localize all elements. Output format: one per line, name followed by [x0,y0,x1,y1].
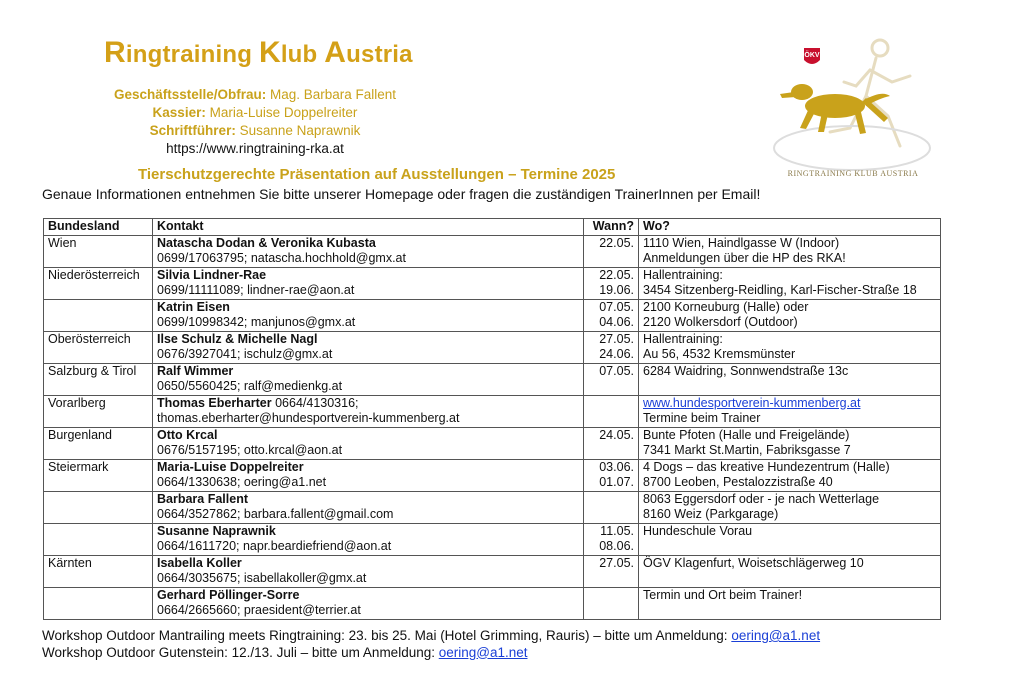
contact-cell [153,491,584,523]
contact-cell [153,587,584,619]
where-cell [639,555,941,587]
contact-name: Isabella Koller [157,555,242,570]
contact-cell [153,459,584,491]
website-url: https://www.ringtraining-rka.at [166,141,344,156]
table-row [44,523,941,555]
date-1: 27.05. [599,331,634,346]
contact-details: 0650/5560425; ralf@medienkg.at [157,379,343,393]
contact-cell [153,267,584,299]
where-cell [639,331,941,363]
date-1: 22.05. [599,235,634,250]
contact-details: 0664/3527862; barbara.fallent@gmail.com [157,507,394,521]
contact-details: 0664/2665660; praesident@terrier.at [157,603,361,617]
contact-name: Katrin Eisen [157,299,230,314]
table-row [44,267,941,299]
contact-cell [153,299,584,331]
club-logo [760,36,940,186]
logo-ring [774,126,930,170]
where-cell [639,267,941,299]
col-header-where: Wo? [639,219,941,236]
contact-details: 0699/17063795; natascha.hochhold@gmx.at [157,251,406,265]
contact-details: 0676/5157195; otto.krcal@aon.at [157,443,343,457]
region-cell: Vorarlberg [44,395,153,427]
where-cell [639,491,941,523]
location-line-2: 2120 Wolkersdorf (Outdoor) [643,315,798,329]
contact-cell [153,363,584,395]
when-cell [584,235,639,267]
officer-label: Geschäftsstelle/Obfrau: [113,87,267,102]
contact-name: Susanne Naprawnik [157,523,276,538]
date-2: 08.06. [599,539,634,553]
where-cell [639,459,941,491]
date-2: 04.06. [599,315,634,329]
location-line-1: Hundeschule Vorau [643,523,753,538]
contact-details: 0664/3035675; isabellakoller@gmx.at [157,571,367,585]
region-cell [44,587,153,619]
contact-name: Ilse Schulz & Michelle Nagl [157,331,318,346]
where-cell [639,523,941,555]
email-link[interactable]: oering@a1.net [731,628,821,643]
org-title: Ringtraining Klub Austria [104,36,413,69]
date-1: 07.05. [599,363,634,378]
schedule-table [43,218,941,620]
schedule-heading: Tierschutzgerechte Präsentation auf Ausstellungen – Termine 2025 [138,166,616,183]
location-line-1: 8063 Eggersdorf oder - je nach Wetterlage [643,491,880,506]
region-cell: Niederösterreich [44,267,153,299]
svg-text:ÖKV: ÖKV [804,52,820,59]
intro-text: Genaue Informationen entnehmen Sie bitte unserer Homepage oder fragen die zuständigen TrainerInnen per Email! [42,186,761,202]
region-cell [44,491,153,523]
region-cell [44,523,153,555]
region-cell: Wien [44,235,153,267]
contact-details: 0699/10998342; manjunos@gmx.at [157,315,356,329]
contact-details: 0676/3927041; ischulz@gmx.at [157,347,333,361]
contact-cell [153,523,584,555]
location-line-1: ÖGV Klagenfurt, Woisetschlägerweg 10 [643,555,864,570]
date-1: 07.05. [599,299,634,314]
table-row [44,587,941,619]
when-cell [584,299,639,331]
table-row [44,235,941,267]
region-cell: Kärnten [44,555,153,587]
contact-name: Barbara Fallent [157,491,249,506]
email-link[interactable]: oering@a1.net [438,644,528,660]
contact-cell [153,331,584,363]
when-cell [584,395,639,427]
where-cell [639,427,941,459]
when-cell [584,555,639,587]
contact-name: Natascha Dodan & Veronika Kubasta [157,235,376,250]
okv-badge-icon [804,48,820,64]
when-cell [584,523,639,555]
contact-name: Silvia Lindner-Rae [157,267,267,282]
officer-name: Maria-Luise Doppelreiter [209,105,358,120]
contact-name: Otto Krcal [157,427,218,442]
table-row [44,427,941,459]
officers-block [70,86,440,158]
date-1: 24.05. [599,427,634,442]
officer-label: Kassier: [152,105,206,120]
region-cell [44,299,153,331]
contact-details: thomas.eberharter@hundesportverein-kummenberg.at [157,411,460,425]
where-cell [639,299,941,331]
location-line-2: 7341 Markt St.Martin, Fabriksgasse 7 [643,443,851,457]
region-cell: Burgenland [44,427,153,459]
officer-line [70,122,440,140]
table-row [44,363,941,395]
when-cell [584,459,639,491]
when-cell [584,491,639,523]
location-line-2: 3454 Sitzenberg-Reidling, Karl-Fischer-Straße 18 [643,283,917,297]
when-cell [584,363,639,395]
region-cell: Oberösterreich [44,331,153,363]
col-header-region: Bundesland [44,219,153,236]
contact-name: Ralf Wimmer [157,363,234,378]
table-row [44,395,941,427]
officer-line [70,86,440,104]
region-cell: Steiermark [44,459,153,491]
table-header-row [44,219,941,236]
location-line-2: Anmeldungen über die HP des RKA! [643,251,846,265]
contact-details: 0664/1611720; napr.beardiefriend@aon.at [157,539,392,553]
when-cell [584,587,639,619]
contact-cell [153,395,584,427]
location-line-1: Hallentraining: [643,267,723,282]
contact-cell [153,555,584,587]
where-cell [639,363,941,395]
location-line-1: 1110 Wien, Haindlgasse W (Indoor) [643,235,840,250]
when-cell [584,267,639,299]
location-line-2: Termine beim Trainer [643,411,761,425]
officer-name: Mag. Barbara Fallent [270,87,397,102]
workshop-note [42,645,820,662]
footer-notes [42,628,820,661]
table-row [44,331,941,363]
contact-cell [153,427,584,459]
workshop-text: Workshop Outdoor Mantrailing meets Ringtraining: 23. bis 25. Mai (Hotel Grimming, Rauris) – bitte um Anmeldung: [42,628,732,643]
col-header-when: Wann? [584,219,639,236]
location-line-2: Au 56, 4532 Kremsmünster [643,347,796,361]
officer-name: Susanne Naprawnik [239,123,361,138]
table-row [44,459,941,491]
officer-label: Schriftführer: [149,123,236,138]
col-header-contact: Kontakt [153,219,584,236]
date-2: 01.07. [599,475,634,489]
contact-name: Thomas Eberharter [157,395,272,410]
date-2: 24.06. [599,347,634,361]
contact-phone: 0664/4130316; [271,395,359,410]
when-cell [584,331,639,363]
date-1: 03.06. [599,459,634,474]
location-line-2: 8160 Weiz (Parkgarage) [643,507,779,521]
when-cell [584,427,639,459]
where-cell [639,395,941,427]
table-row [44,491,941,523]
location-line-1: Hallentraining: [643,331,723,346]
contact-name-line [157,396,579,412]
date-2: 19.06. [599,283,634,297]
location-line-1: 2100 Korneuburg (Halle) oder [643,299,809,314]
location-line-1: 6284 Waidring, Sonnwendstraße 13c [643,363,849,378]
table-row [44,555,941,587]
location-line-1: Termin und Ort beim Trainer! [643,587,803,602]
date-1: 27.05. [599,555,634,570]
workshop-text: Workshop Outdoor Gutenstein: 12./13. Juli – bitte um Anmeldung: [42,644,439,660]
region-cell: Salzburg & Tirol [44,363,153,395]
contact-cell [153,235,584,267]
contact-details: 0664/1330638; oering@a1.net [157,475,327,489]
date-1: 11.05. [600,523,634,538]
contact-details: 0699/11111089; lindner-rae@aon.at [157,283,355,297]
location-line-1: Bunte Pfoten (Halle und Freigelände) [643,427,850,442]
location-line-1: 4 Dogs – das kreative Hundezentrum (Halle) [643,459,890,474]
where-cell [639,587,941,619]
officer-line [70,104,440,122]
contact-name: Maria-Luise Doppelreiter [157,459,304,474]
location-line-2: 8700 Leoben, Pestalozzistraße 40 [643,475,833,489]
club-website-link[interactable]: www.hundesportverein-kummenberg.at [643,395,861,410]
date-1: 22.05. [599,267,634,282]
where-cell [639,235,941,267]
contact-name: Gerhard Pöllinger-Sorre [157,587,300,602]
workshop-note [42,628,820,645]
table-row [44,299,941,331]
logo-ring-text: RINGTRAINING KLUB AUSTRIA [787,169,919,178]
